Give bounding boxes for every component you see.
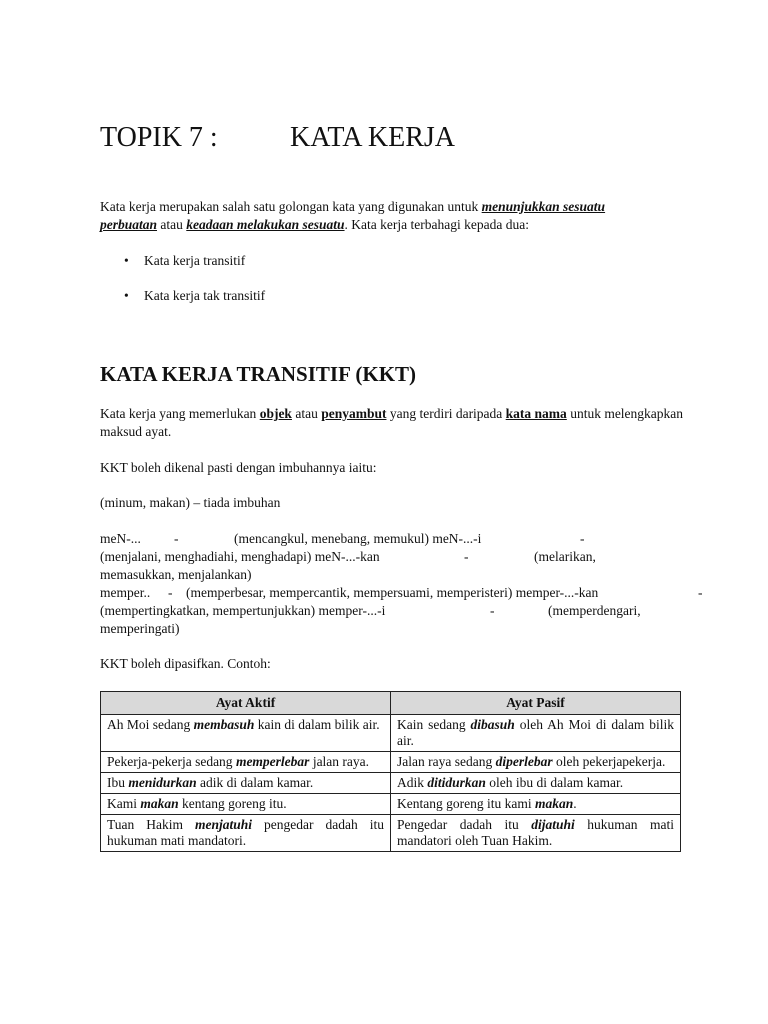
affix-text: memperingati) [100, 621, 180, 636]
imbuhan-intro: KKT boleh dikenal pasti dengan imbuhannya iaitu: [100, 460, 377, 475]
passive-sentence: Jalan raya sedang diperlebar oleh pekerjapekerja. [391, 752, 681, 773]
definition-keyword: objek [259, 406, 292, 421]
intro-emphasis: keadaan melakukan sesuatu [186, 217, 345, 232]
title-subject: KATA KERJA [290, 122, 455, 153]
affix-text: (menjalani, menghadiahi, menghadapi) meN-...-kan [100, 549, 380, 564]
passive-sentence: Kentang goreng itu kami makan. [391, 794, 681, 815]
active-sentence: Pekerja-pekerja sedang memperlebar jalan raya. [101, 752, 391, 773]
affix-dash: - [168, 585, 173, 600]
affix-text: (mempertingkatkan, mempertunjukkan) memper-...-i [100, 603, 386, 618]
affix-row [100, 602, 710, 620]
affix-dash: - [174, 531, 179, 546]
page-title [100, 122, 455, 154]
passive-sentence: Adik ditidurkan oleh ibu di dalam kamar. [391, 773, 681, 794]
affix-dash: - [698, 585, 703, 600]
definition-text: yang terdiri daripada [386, 406, 506, 421]
definition-text: untuk melengkapkan [566, 406, 684, 421]
table-header-row [101, 692, 681, 715]
no-affix-line: (minum, makan) – tiada imbuhan [100, 495, 281, 510]
section-heading: KATA KERJA TRANSITIF (KKT) [100, 362, 417, 386]
definition-keyword: penyambut [321, 406, 387, 421]
table-row [101, 715, 681, 752]
affix-dash: - [490, 603, 495, 618]
column-header-active: Ayat Aktif [101, 692, 391, 715]
intro-paragraph [100, 198, 760, 234]
affix-row [100, 620, 710, 638]
definition-keyword: kata nama [505, 406, 567, 421]
passive-sentence: Pengedar dadah itu dijatuhi hukuman mati mandatori oleh Tuan Hakim. [391, 815, 681, 852]
affix-row [100, 566, 710, 584]
intro-text: . Kata kerja terbahagi kepada dua: [344, 217, 529, 232]
affix-text: meN-... [100, 531, 141, 546]
affix-text: memper.. [100, 585, 151, 600]
affix-row [100, 548, 710, 566]
table-row [101, 773, 681, 794]
affix-row [100, 584, 710, 602]
affix-text: memasukkan, menjalankan) [100, 567, 252, 582]
column-header-passive: Ayat Pasif [391, 692, 681, 715]
active-sentence: Ibu menidurkan adik di dalam kamar. [101, 773, 391, 794]
intro-emphasis: menunjukkan sesuatu [481, 199, 606, 214]
affix-dash: - [580, 531, 585, 546]
table-row [101, 752, 681, 773]
list-item: • Kata kerja transitif [144, 253, 245, 269]
list-item: • Kata kerja tak transitif [144, 288, 265, 304]
affix-dash: - [464, 549, 469, 564]
definition-paragraph [100, 405, 760, 441]
definition-text: maksud ayat. [100, 424, 172, 439]
active-sentence: Ah Moi sedang membasuh kain di dalam bilik air. [101, 715, 391, 752]
affix-list [100, 530, 710, 638]
active-sentence: Tuan Hakim menjatuhi pengedar dadah itu hukuman mati mandatori. [101, 815, 391, 852]
title-topic: TOPIK 7 : [100, 122, 218, 153]
table-row [101, 815, 681, 852]
passive-sentence: Kain sedang dibasuh oleh Ah Moi di dalam bilik air. [391, 715, 681, 752]
affix-row [100, 530, 710, 548]
affix-text: (memperdengari, [548, 603, 641, 618]
definition-text: atau [291, 406, 322, 421]
affix-text: (memperbesar, mempercantik, mempersuami, memperisteri) memper-...-kan [186, 585, 599, 600]
active-passive-table [100, 691, 681, 852]
affix-text: (mencangkul, menebang, memukul) meN-...-i [234, 531, 482, 546]
affix-text: (melarikan, [534, 549, 596, 564]
active-sentence: Kami makan kentang goreng itu. [101, 794, 391, 815]
definition-text: Kata kerja yang memerlukan [100, 406, 260, 421]
table-row [101, 794, 681, 815]
intro-emphasis: perbuatan [100, 217, 158, 232]
intro-text: Kata kerja merupakan salah satu golongan kata yang digunakan untuk [100, 199, 482, 214]
intro-text: atau [157, 217, 187, 232]
pasif-intro: KKT boleh dipasifkan. Contoh: [100, 656, 271, 671]
